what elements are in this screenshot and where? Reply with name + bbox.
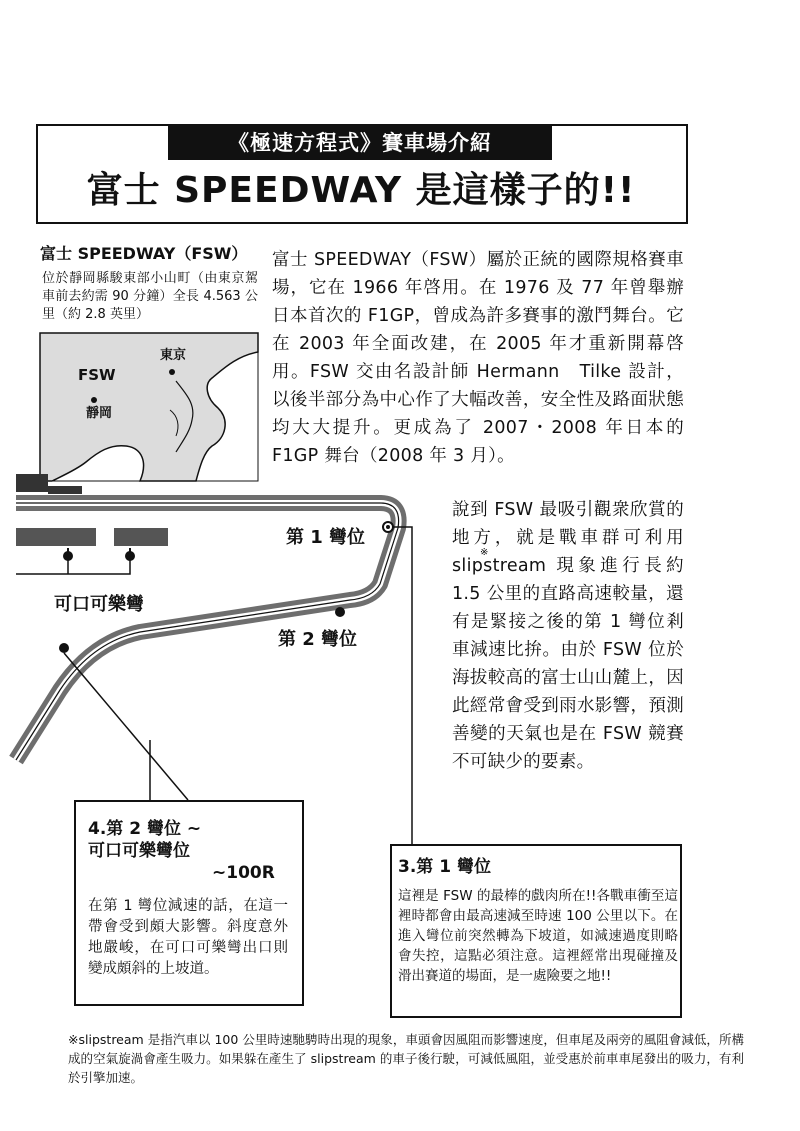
article-side-text: 說到 FSW 最吸引觀衆欣賞的地方，就是戰車群可利用 slipstream 現象進行長約 1.5 公里的直路高速較量，還有是緊接之後的第 1 彎位剎車減速比拚。由於 FSW 位於海拔較高的富士山山麓上，因此經常會受到雨水影響，預測善變的天氣也是在 FSW 競賽不可缺少的要素。 bbox=[452, 500, 684, 772]
header-subtitle: 《極速方程式》賽車場介紹 bbox=[168, 126, 552, 160]
box4-title-line2: 可口可樂彎位 bbox=[88, 841, 190, 861]
track-label-turn1: 第 1 彎位 bbox=[286, 527, 366, 548]
location-map bbox=[40, 333, 258, 481]
callout-lines bbox=[59, 522, 412, 844]
page-title: 富士 SPEEDWAY 是這樣子的!! bbox=[86, 170, 636, 211]
box4-title-line3: ~100R bbox=[212, 863, 275, 883]
footnote-marker: ※ bbox=[480, 547, 489, 558]
map-label-tokyo: 東京 bbox=[160, 348, 187, 363]
box3-body: 這裡是 FSW 的最棒的戲肉所在!!各戰車衝至這裡時都會由最高速減至時速 100 公里以下。在進入彎位前突然轉為下坡道，如減速過度則略會失控，這點必須注意。這裡經常出現碰撞及滑出賽道的場面，是一處險要之地!! bbox=[398, 888, 678, 984]
circuit-description: 位於靜岡縣駿東部小山町（由東京駕車前去約需 90 分鐘）全長 4.563 公里（約 2.8 英里） bbox=[42, 271, 258, 322]
track-label-turn2: 第 2 彎位 bbox=[278, 629, 358, 650]
track-label-coca-cola: 可口可樂彎 bbox=[54, 594, 144, 615]
box4-title-line1: 4.第 2 彎位 ~ bbox=[88, 819, 202, 839]
box3-title: 3.第 1 彎位 bbox=[398, 857, 491, 877]
box4-body: 在第 1 彎位減速的話，在這一帶會受到頗大影響。斜度意外地嚴峻，在可口可樂彎出口則變成頗斜的上坡道。 bbox=[88, 898, 288, 977]
map-label-fsw: FSW bbox=[78, 366, 116, 384]
circuit-name: 富士 SPEEDWAY（FSW） bbox=[40, 244, 248, 263]
footnote: ※slipstream 是指汽車以 100 公里時速馳騁時出現的現象，車頭會因風阻而影響速度，但車尾及兩旁的風阻會減低，所構成的空氣旋渦會產生吸力。如果躲在產生了 slipstream 的車子後行駛，可減低風阻，並受惠於前車車尾發出的吸力，有利於引擎加速。 bbox=[68, 1032, 744, 1085]
grandstands bbox=[16, 474, 168, 574]
article-main-text: 富士 SPEEDWAY（FSW）屬於正統的國際規格賽車場，它在 1966 年啓用。在 1976 及 77 年曾舉辦日本首次的 F1GP，曾成為許多賽事的激鬥舞台。它在 2003 年全面改建，在 2005 年才重新開幕啓用。FSW 交由名設計師 Hermann Tilke 設計，以後半部分為中心作了大幅改善，安全性及路面狀態均大大提升。更成為了 2007・2008 年日本的 F1GP 舞台（2008 年 3 月）。 bbox=[272, 250, 684, 466]
map-label-shizuoka: 靜岡 bbox=[86, 406, 113, 421]
